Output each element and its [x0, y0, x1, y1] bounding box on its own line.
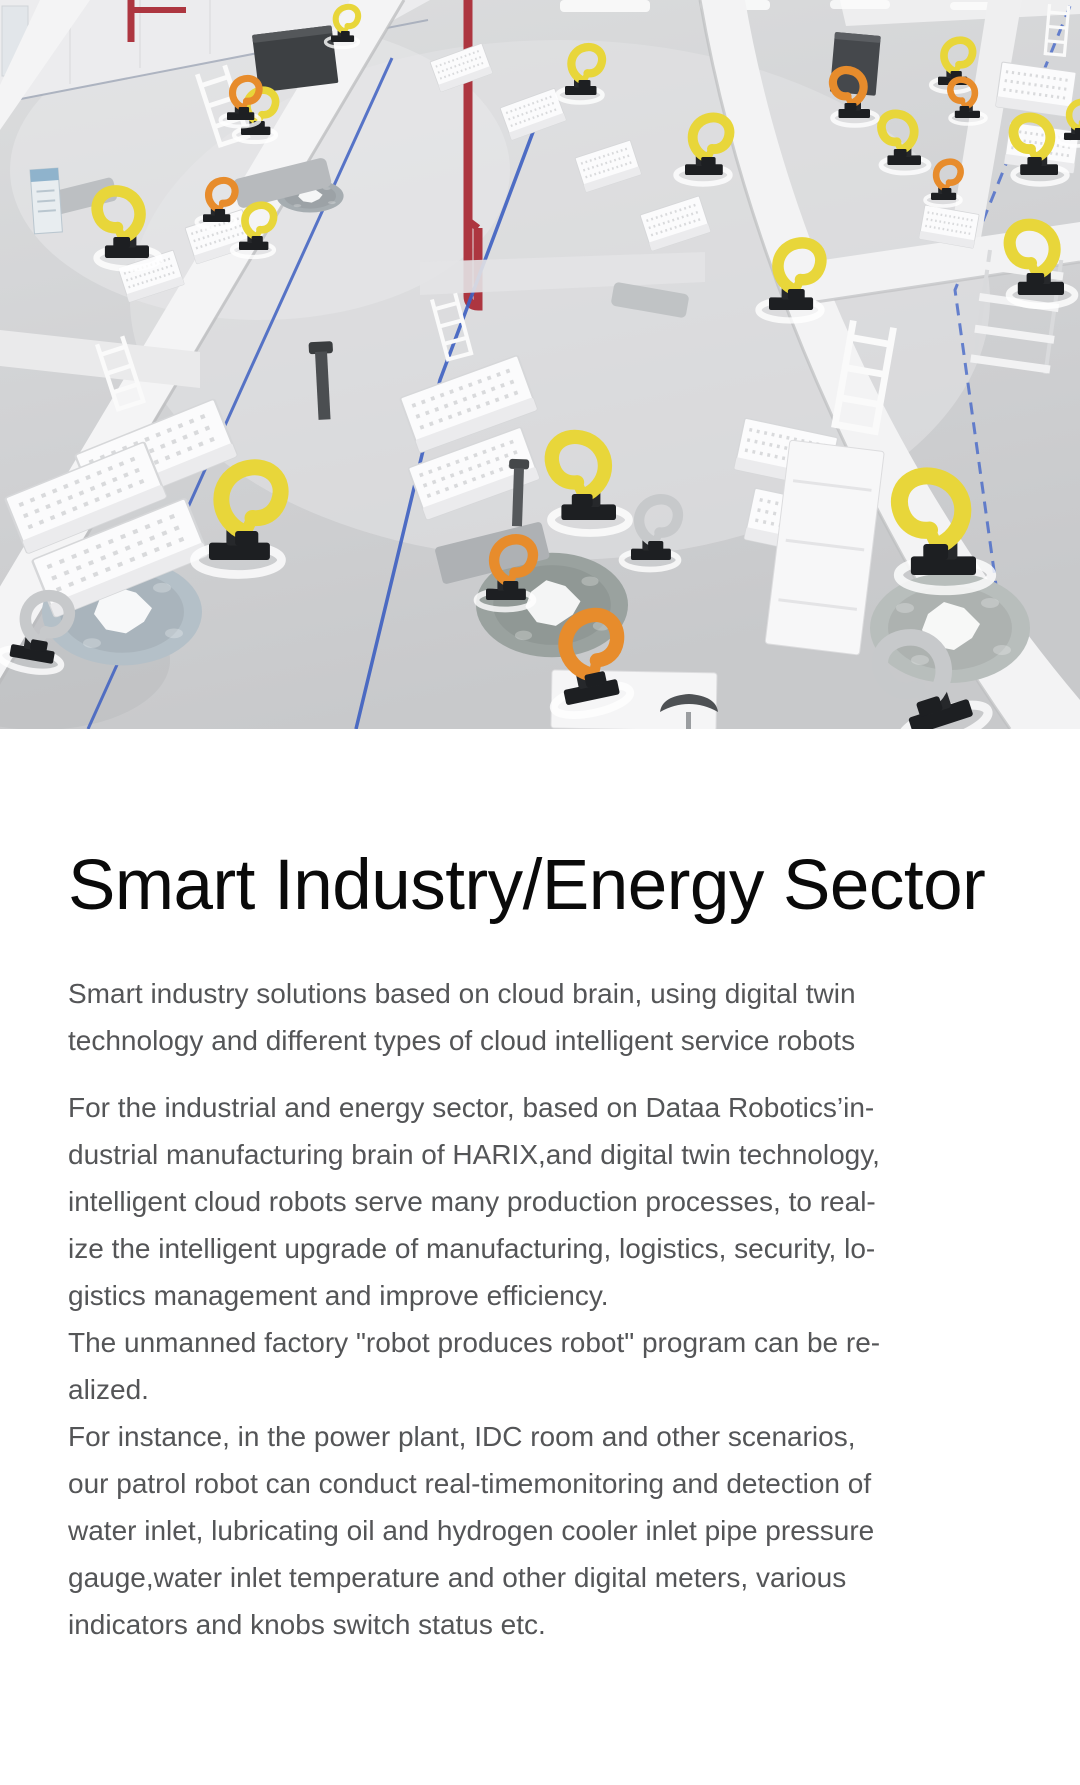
- text-line: For instance, in the power plant, IDC room and other scenarios,: [68, 1421, 856, 1452]
- text-line: intelligent cloud robots serve many production processes, to real-: [68, 1186, 876, 1217]
- text-line: The unmanned factory "robot produces robot" program can be re-: [68, 1327, 881, 1358]
- text-section: [0, 846, 1080, 1785]
- body-paragraph: [68, 1084, 1020, 1648]
- text-line: water inlet, lubricating oil and hydrogen cooler inlet pipe pressure: [68, 1515, 875, 1546]
- text-line: gauge,water inlet temperature and other digital meters, various: [68, 1562, 847, 1593]
- text-line: alized.: [68, 1374, 149, 1405]
- text-line: gistics management and improve efficiency.: [68, 1280, 609, 1311]
- factory-illustration: [0, 0, 1080, 729]
- text-line: technology and different types of cloud intelligent service robots: [68, 1025, 856, 1056]
- text-line: ize the intelligent upgrade of manufacturing, logistics, security, lo-: [68, 1233, 876, 1264]
- page-title: Smart Industry/Energy Sector: [68, 846, 986, 925]
- text-line: our patrol robot can conduct real-timemonitoring and detection of: [68, 1468, 872, 1499]
- hero-image: [0, 0, 1080, 729]
- text-line: dustrial manufacturing brain of HARIX,and digital twin technology,: [68, 1139, 880, 1170]
- text-line: Smart industry solutions based on cloud brain, using digital twin: [68, 978, 856, 1009]
- text-line: For the industrial and energy sector, based on Dataa Robotics’in-: [68, 1092, 875, 1123]
- subtitle: [68, 970, 1020, 1064]
- text-line: indicators and knobs switch status etc.: [68, 1609, 546, 1640]
